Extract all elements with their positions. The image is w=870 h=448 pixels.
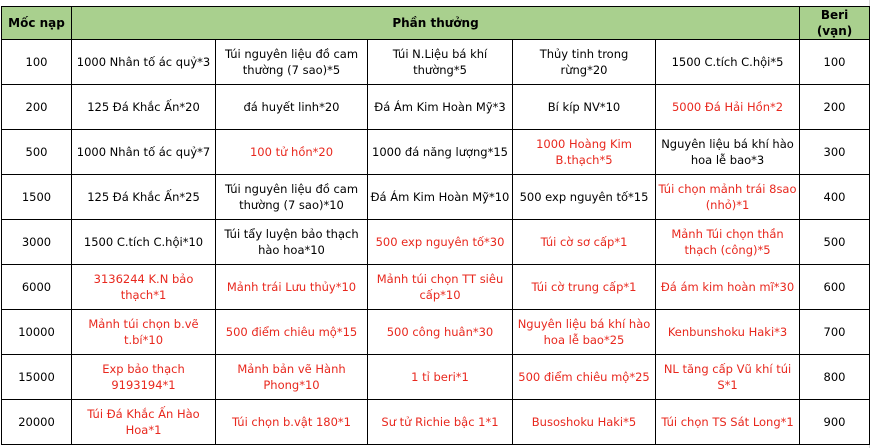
header-moc-nap[interactable]: Mốc nạp xyxy=(2,7,72,40)
cell-reward-5[interactable]: NL tăng cấp Vũ khí túi S*1 xyxy=(656,355,800,400)
cell-reward-5[interactable]: Túi chọn mảnh trái 8sao (nhỏ)*1 xyxy=(656,175,800,220)
cell-moc-nap[interactable]: 200 xyxy=(2,85,72,130)
cell-reward-3[interactable]: 1 tỉ beri*1 xyxy=(368,355,513,400)
cell-reward-2[interactable]: Túi nguyên liệu đồ cam thường (7 sao)*10 xyxy=(216,175,368,220)
cell-moc-nap[interactable]: 20000 xyxy=(2,400,72,445)
cell-reward-3[interactable]: Đá Ám Kim Hoàn Mỹ*3 xyxy=(368,85,513,130)
cell-beri[interactable]: 500 xyxy=(800,220,870,265)
header-row xyxy=(2,7,870,40)
cell-moc-nap[interactable]: 6000 xyxy=(2,265,72,310)
cell-reward-2[interactable]: Mảnh trái Lưu thủy*10 xyxy=(216,265,368,310)
header-beri[interactable]: Beri (vạn) xyxy=(800,7,870,40)
cell-reward-4[interactable]: 500 exp nguyên tố*15 xyxy=(513,175,656,220)
cell-reward-2[interactable]: 500 điểm chiêu mộ*15 xyxy=(216,310,368,355)
cell-beri[interactable]: 300 xyxy=(800,130,870,175)
cell-reward-5[interactable]: 5000 Đá Hải Hồn*2 xyxy=(656,85,800,130)
cell-beri[interactable]: 900 xyxy=(800,400,870,445)
cell-reward-1[interactable]: 1000 Nhân tố ác quỷ*3 xyxy=(72,40,216,85)
cell-reward-3[interactable]: Sư tử Richie bậc 1*1 xyxy=(368,400,513,445)
cell-beri[interactable]: 700 xyxy=(800,310,870,355)
cell-reward-3[interactable]: 1000 đá năng lượng*15 xyxy=(368,130,513,175)
cell-reward-3[interactable]: 500 công huân*30 xyxy=(368,310,513,355)
cell-moc-nap[interactable]: 15000 xyxy=(2,355,72,400)
cell-reward-5[interactable]: Kenbunshoku Haki*3 xyxy=(656,310,800,355)
cell-reward-2[interactable]: 100 tử hồn*20 xyxy=(216,130,368,175)
cell-reward-4[interactable]: Túi cờ sơ cấp*1 xyxy=(513,220,656,265)
table-row xyxy=(2,265,870,310)
header-phan-thuong[interactable]: Phần thưởng xyxy=(72,7,800,40)
cell-reward-4[interactable]: Thủy tinh trong rừng*20 xyxy=(513,40,656,85)
cell-reward-2[interactable]: Túi nguyên liệu đồ cam thường (7 sao)*5 xyxy=(216,40,368,85)
cell-reward-4[interactable]: Nguyên liệu bá khí hào hoa lễ bao*25 xyxy=(513,310,656,355)
cell-reward-5[interactable]: Túi chọn TS Sát Long*1 xyxy=(656,400,800,445)
cell-reward-3[interactable]: Túi N.Liệu bá khí thường*5 xyxy=(368,40,513,85)
cell-beri[interactable]: 400 xyxy=(800,175,870,220)
cell-reward-4[interactable]: Bí kíp NV*10 xyxy=(513,85,656,130)
table-row xyxy=(2,175,870,220)
cell-moc-nap[interactable]: 3000 xyxy=(2,220,72,265)
cell-reward-1[interactable]: 1500 C.tích C.hội*10 xyxy=(72,220,216,265)
cell-reward-1[interactable]: 125 Đá Khắc Ấn*20 xyxy=(72,85,216,130)
cell-beri[interactable]: 600 xyxy=(800,265,870,310)
cell-reward-1[interactable]: 125 Đá Khắc Ấn*25 xyxy=(72,175,216,220)
table-row xyxy=(2,85,870,130)
cell-reward-4[interactable]: 500 điểm chiêu mộ*25 xyxy=(513,355,656,400)
cell-reward-5[interactable]: Nguyên liệu bá khí hào hoa lễ bao*3 xyxy=(656,130,800,175)
table-row xyxy=(2,130,870,175)
cell-reward-3[interactable]: Mảnh túi chọn TT siêu cấp*10 xyxy=(368,265,513,310)
cell-reward-2[interactable]: Mảnh bản vẽ Hành Phong*10 xyxy=(216,355,368,400)
table-row xyxy=(2,355,870,400)
cell-reward-4[interactable]: Túi cờ trung cấp*1 xyxy=(513,265,656,310)
cell-reward-1[interactable]: 1000 Nhân tố ác quỷ*7 xyxy=(72,130,216,175)
reward-table xyxy=(1,6,870,445)
cell-moc-nap[interactable]: 500 xyxy=(2,130,72,175)
cell-beri[interactable]: 200 xyxy=(800,85,870,130)
cell-reward-5[interactable]: Đá ám kim hoàn mĩ*30 xyxy=(656,265,800,310)
cell-reward-1[interactable]: Mảnh túi chọn b.vẽ t.bí*10 xyxy=(72,310,216,355)
table-row xyxy=(2,400,870,445)
cell-beri[interactable]: 100 xyxy=(800,40,870,85)
cell-moc-nap[interactable]: 10000 xyxy=(2,310,72,355)
cell-reward-3[interactable]: 500 exp nguyên tố*30 xyxy=(368,220,513,265)
cell-beri[interactable]: 800 xyxy=(800,355,870,400)
cell-reward-2[interactable]: đá huyết linh*20 xyxy=(216,85,368,130)
table-body xyxy=(2,40,870,445)
cell-reward-2[interactable]: Túi chọn b.vật 180*1 xyxy=(216,400,368,445)
cell-reward-1[interactable]: Exp bảo thạch 9193194*1 xyxy=(72,355,216,400)
cell-moc-nap[interactable]: 100 xyxy=(2,40,72,85)
cell-reward-4[interactable]: 1000 Hoàng Kim B.thạch*5 xyxy=(513,130,656,175)
cell-reward-1[interactable]: 3136244 K.N bảo thạch*1 xyxy=(72,265,216,310)
cell-reward-5[interactable]: 1500 C.tích C.hội*5 xyxy=(656,40,800,85)
cell-reward-5[interactable]: Mảnh Túi chọn thần thạch (công)*5 xyxy=(656,220,800,265)
table-row xyxy=(2,310,870,355)
cell-reward-1[interactable]: Túi Đá Khắc Ấn Hào Hoa*1 xyxy=(72,400,216,445)
cell-reward-2[interactable]: Túi tẩy luyện bảo thạch hào hoa*10 xyxy=(216,220,368,265)
cell-reward-3[interactable]: Đá Ám Kim Hoàn Mỹ*10 xyxy=(368,175,513,220)
cell-moc-nap[interactable]: 1500 xyxy=(2,175,72,220)
table-row xyxy=(2,40,870,85)
cell-reward-4[interactable]: Busoshoku Haki*5 xyxy=(513,400,656,445)
table-row xyxy=(2,220,870,265)
